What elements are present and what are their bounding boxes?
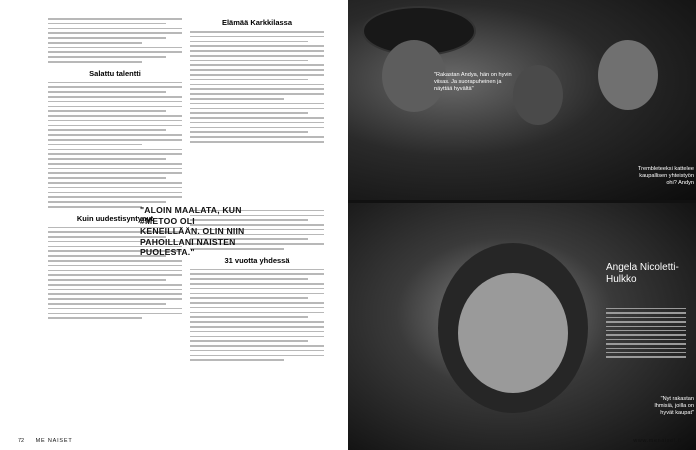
caption-top: "Rakastan Andya, hän on hyvin viisas. Ja suorapuheinen ja näyttää hyvältä" <box>434 72 512 92</box>
caption-bottom: "Nyt rakastan lhmisiä, joilla on hyvät kaupat" <box>654 396 694 416</box>
heading-kuin-uudestisyntynyt: Kuin uudestisyntynyt <box>76 213 154 223</box>
face-middle <box>513 65 563 125</box>
caption-middle: Trembleteeksi kattelee kaupallisen yhteistyön ohi? Andyn <box>637 166 694 186</box>
face-portrait <box>458 273 568 393</box>
face-right <box>598 40 658 110</box>
page-number-left: 72 <box>18 438 25 444</box>
text-column-right <box>190 18 324 364</box>
right-page <box>348 0 696 450</box>
left-folio <box>18 438 73 444</box>
url-footer: www.menaiset.fi <box>633 438 682 444</box>
person-name: Angela Nicoletti-Hulkko <box>606 262 679 285</box>
text-column-left <box>48 18 182 322</box>
heading-salattu-talentti: Salattu talentti <box>89 68 141 78</box>
bio-box <box>606 308 686 361</box>
heading-31-vuotta-yhdessa: 31 vuotta yhdessä <box>224 255 290 265</box>
pull-quote: "ALOIN MAALATA, KUN #METOO OLI KENEILLÄÄN. OLIN NIIN PAHOILLANI NAISTEN PUOLESTA." <box>140 205 245 257</box>
photo-top <box>348 0 696 200</box>
magazine-name: ME NAISET <box>35 438 73 444</box>
heading-elamaa-karkkilassa: Elämää Karkkilassa <box>221 18 293 27</box>
